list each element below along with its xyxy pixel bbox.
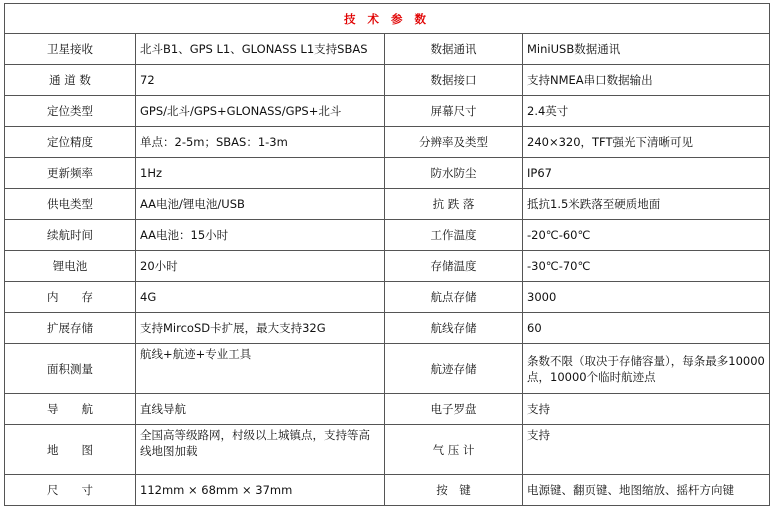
table-row [5,189,770,220]
spec-value: IP67 [523,158,770,189]
spec-value: 全国高等级路网，村级以上城镇点，支持等高线地图加载 [136,425,385,475]
spec-value: GPS/北斗/GPS+GLONASS/GPS+北斗 [136,96,385,127]
spec-label: 锂电池 [5,251,136,282]
spec-label: 更新频率 [5,158,136,189]
spec-label: 续航时间 [5,220,136,251]
spec-value: AA电池/锂电池/USB [136,189,385,220]
spec-value: 112mm × 68mm × 37mm [136,475,385,506]
spec-value: 支持NMEA串口数据输出 [523,65,770,96]
spec-value: 1Hz [136,158,385,189]
spec-value: 电源键、翻页键、地图缩放、摇杆方向键 [523,475,770,506]
spec-label: 定位精度 [5,127,136,158]
table-row [5,313,770,344]
table-row [5,394,770,425]
spec-value: 支持 [523,394,770,425]
table-row [5,282,770,313]
spec-label: 存储温度 [385,251,523,282]
spec-label: 按 键 [385,475,523,506]
spec-value: 抵抗1.5米跌落至硬质地面 [523,189,770,220]
spec-table [4,3,770,506]
spec-value: 240×320，TFT强光下清晰可见 [523,127,770,158]
table-row [5,127,770,158]
spec-value: -20℃-60℃ [523,220,770,251]
spec-value: 单点：2-5m；SBAS：1-3m [136,127,385,158]
spec-value: 20小时 [136,251,385,282]
spec-value: -30℃-70℃ [523,251,770,282]
spec-label: 航迹存储 [385,344,523,394]
spec-label: 通 道 数 [5,65,136,96]
spec-value: 支持MircoSD卡扩展，最大支持32G [136,313,385,344]
table-row [5,425,770,475]
spec-label: 数据通讯 [385,34,523,65]
spec-label: 航点存储 [385,282,523,313]
spec-value: 72 [136,65,385,96]
spec-label: 抗 跌 落 [385,189,523,220]
title-row [5,4,770,34]
spec-label: 尺 寸 [5,475,136,506]
spec-label: 航线存储 [385,313,523,344]
spec-label: 地 图 [5,425,136,475]
spec-value: 3000 [523,282,770,313]
table-row [5,96,770,127]
spec-label: 气 压 计 [385,425,523,475]
spec-label: 定位类型 [5,96,136,127]
spec-label: 卫星接收 [5,34,136,65]
spec-label: 面积测量 [5,344,136,394]
spec-value: 直线导航 [136,394,385,425]
spec-value: MiniUSB数据通讯 [523,34,770,65]
table-row [5,251,770,282]
spec-label: 屏幕尺寸 [385,96,523,127]
table-row [5,344,770,394]
spec-label: 分辨率及类型 [385,127,523,158]
spec-value: 北斗B1、GPS L1、GLONASS L1支持SBAS [136,34,385,65]
table-row [5,65,770,96]
spec-label: 防水防尘 [385,158,523,189]
spec-value: AA电池：15小时 [136,220,385,251]
table-row [5,220,770,251]
spec-value: 2.4英寸 [523,96,770,127]
table-title: 技 术 参 数 [5,4,770,34]
spec-label: 供电类型 [5,189,136,220]
spec-label: 工作温度 [385,220,523,251]
table-row [5,475,770,506]
spec-value: 航线+航迹+专业工具 [136,344,385,394]
table-row [5,34,770,65]
table-row [5,158,770,189]
spec-value: 4G [136,282,385,313]
spec-label: 电子罗盘 [385,394,523,425]
spec-label: 内 存 [5,282,136,313]
spec-label: 数据接口 [385,65,523,96]
spec-label: 导 航 [5,394,136,425]
spec-value: 60 [523,313,770,344]
spec-label: 扩展存储 [5,313,136,344]
spec-value: 支持 [523,425,770,475]
spec-value: 条数不限（取决于存储容量），每条最多10000点，10000个临时航迹点 [523,344,770,394]
